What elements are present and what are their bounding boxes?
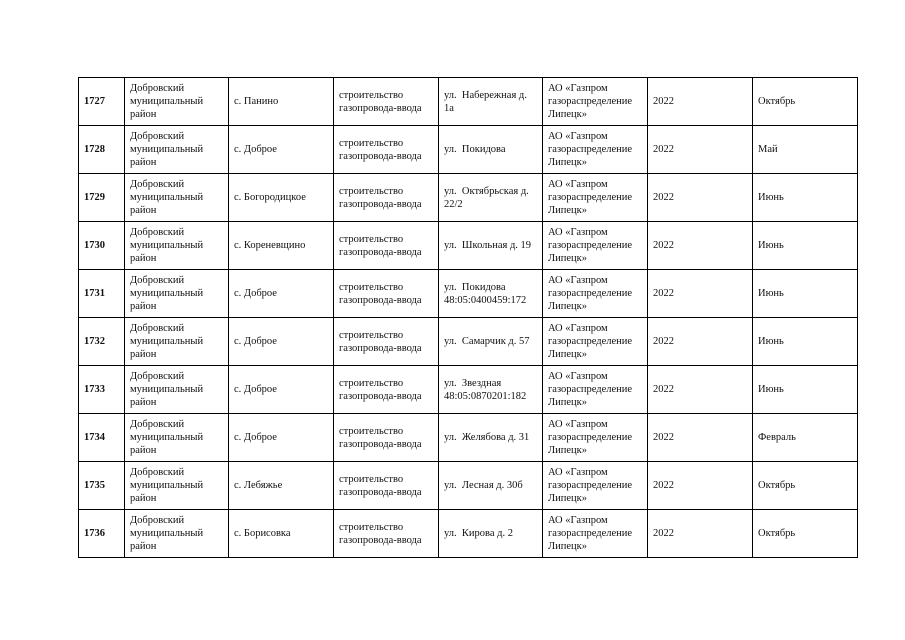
organization-cell: АО «Газпром газораспределение Липецк» [543,414,648,462]
table-row [79,126,858,174]
village-cell: с. Богородицкое [229,174,334,222]
row-number: 1728 [79,126,125,174]
year-cell: 2022 [648,78,753,126]
address-cell [439,366,543,414]
table-row [79,414,858,462]
table-row [79,510,858,558]
address-cell [439,462,543,510]
address-line-1: ул. Самарчик д. 57 [444,336,530,347]
month-cell: Октябрь [753,510,858,558]
address-cell [439,318,543,366]
month-cell: Июнь [753,270,858,318]
village-cell: с. Панино [229,78,334,126]
organization-cell: АО «Газпром газораспределение Липецк» [543,174,648,222]
work-type-cell: строительство газопровода-ввода [334,414,439,462]
district-cell: Добровский муниципальный район [125,510,229,558]
address-line-2: 48:05:0870201:182 [444,390,527,402]
district-cell: Добровский муниципальный район [125,414,229,462]
work-type-cell: строительство газопровода-ввода [334,222,439,270]
district-cell: Добровский муниципальный район [125,222,229,270]
work-type-cell: строительство газопровода-ввода [334,126,439,174]
row-number: 1732 [79,318,125,366]
work-type-cell: строительство газопровода-ввода [334,462,439,510]
address-cell [439,78,543,126]
address-line-1: ул. Октябрьская д. [444,185,529,197]
village-cell: с. Доброе [229,270,334,318]
address-line-1: ул. Покидова [444,144,506,155]
row-number: 1734 [79,414,125,462]
year-cell: 2022 [648,414,753,462]
row-number: 1735 [79,462,125,510]
address-line-1: ул. Набережная д. [444,89,527,101]
district-cell: Добровский муниципальный район [125,318,229,366]
work-type-cell: строительство газопровода-ввода [334,270,439,318]
organization-cell: АО «Газпром газораспределение Липецк» [543,318,648,366]
work-type-cell: строительство газопровода-ввода [334,510,439,558]
gasification-schedule-table [78,77,858,558]
village-cell: с. Доброе [229,414,334,462]
month-cell: Июнь [753,318,858,366]
year-cell: 2022 [648,126,753,174]
table-row [79,174,858,222]
year-cell: 2022 [648,318,753,366]
organization-cell: АО «Газпром газораспределение Липецк» [543,462,648,510]
work-type-cell: строительство газопровода-ввода [334,174,439,222]
address-cell [439,222,543,270]
village-cell: с. Кореневщино [229,222,334,270]
row-number: 1736 [79,510,125,558]
organization-cell: АО «Газпром газораспределение Липецк» [543,270,648,318]
district-cell: Добровский муниципальный район [125,78,229,126]
address-cell [439,510,543,558]
village-cell: с. Доброе [229,366,334,414]
table-row [79,462,858,510]
row-number: 1733 [79,366,125,414]
work-type-cell: строительство газопровода-ввода [334,366,439,414]
village-cell: с. Доброе [229,126,334,174]
address-line-1: ул. Покидова [444,281,506,293]
district-cell: Добровский муниципальный район [125,270,229,318]
address-cell [439,270,543,318]
district-cell: Добровский муниципальный район [125,174,229,222]
address-cell [439,126,543,174]
table-row [79,318,858,366]
row-number: 1727 [79,78,125,126]
address-line-2: 22/2 [444,198,463,210]
village-cell: с. Доброе [229,318,334,366]
work-type-cell: строительство газопровода-ввода [334,318,439,366]
month-cell: Июнь [753,222,858,270]
work-type-cell: строительство газопровода-ввода [334,78,439,126]
table-row [79,222,858,270]
address-line-1: ул. Школьная д. 19 [444,240,532,251]
address-line-2: 1а [444,102,454,114]
month-cell: Июнь [753,366,858,414]
year-cell: 2022 [648,222,753,270]
row-number: 1731 [79,270,125,318]
organization-cell: АО «Газпром газораспределение Липецк» [543,510,648,558]
organization-cell: АО «Газпром газораспределение Липецк» [543,222,648,270]
month-cell: Октябрь [753,462,858,510]
organization-cell: АО «Газпром газораспределение Липецк» [543,366,648,414]
district-cell: Добровский муниципальный район [125,126,229,174]
table-body [79,78,858,558]
month-cell: Октябрь [753,78,858,126]
address-line-1: ул. Лесная д. 30б [444,480,523,491]
table-row [79,78,858,126]
organization-cell: АО «Газпром газораспределение Липецк» [543,126,648,174]
address-cell [439,174,543,222]
table-row [79,270,858,318]
village-cell: с. Лебяжье [229,462,334,510]
address-cell [439,414,543,462]
table-row [79,366,858,414]
month-cell: Июнь [753,174,858,222]
month-cell: Февраль [753,414,858,462]
village-cell: с. Борисовка [229,510,334,558]
year-cell: 2022 [648,366,753,414]
address-line-1: ул. Звездная [444,377,502,389]
year-cell: 2022 [648,270,753,318]
address-line-2: 48:05:0400459:172 [444,294,527,306]
address-line-1: ул. Желябова д. 31 [444,432,530,443]
year-cell: 2022 [648,462,753,510]
district-cell: Добровский муниципальный район [125,366,229,414]
year-cell: 2022 [648,510,753,558]
address-line-1: ул. Кирова д. 2 [444,528,513,539]
row-number: 1730 [79,222,125,270]
year-cell: 2022 [648,174,753,222]
row-number: 1729 [79,174,125,222]
month-cell: Май [753,126,858,174]
district-cell: Добровский муниципальный район [125,462,229,510]
organization-cell: АО «Газпром газораспределение Липецк» [543,78,648,126]
